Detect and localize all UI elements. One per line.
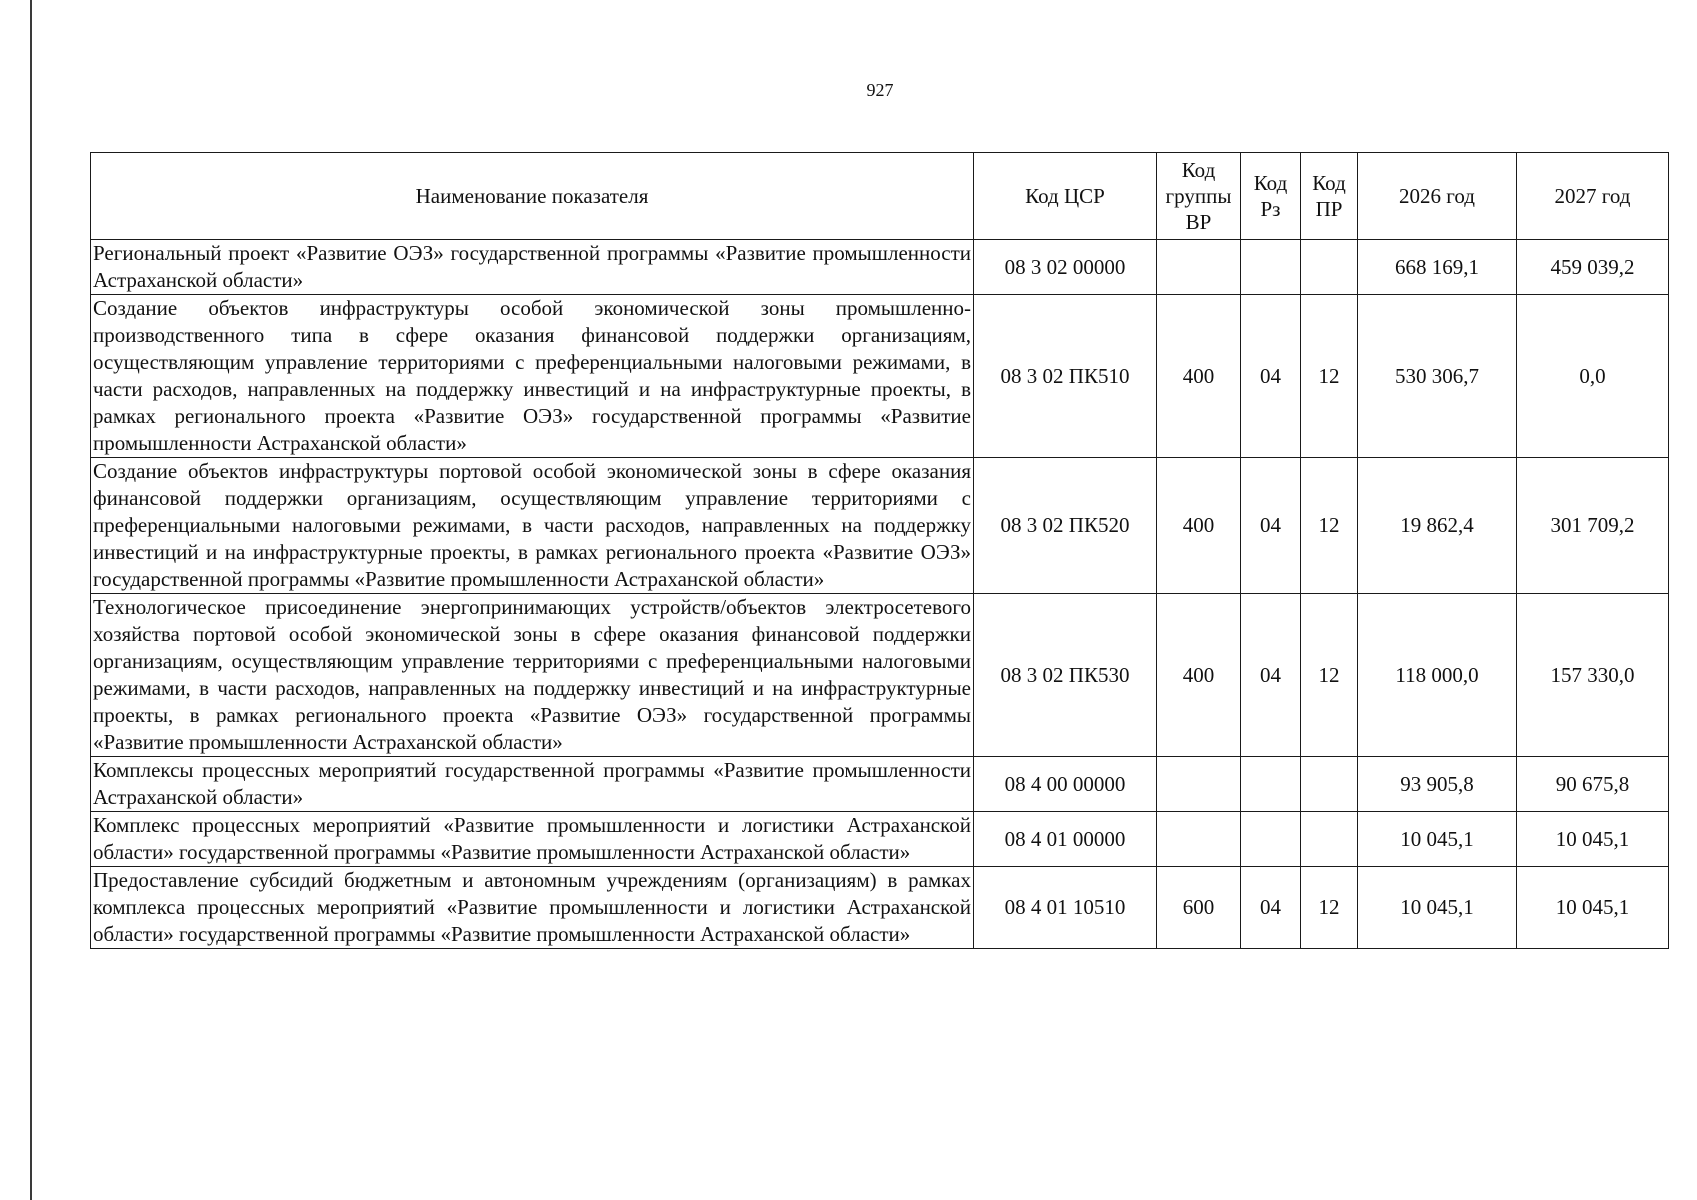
header-name: Наименование показателя <box>91 153 974 240</box>
row-name: Комплексы процессных мероприятий государственной программы «Развитие промышленности Астраханской области» <box>91 757 974 812</box>
header-year-2027: 2027 год <box>1517 153 1669 240</box>
row-year-2027: 90 675,8 <box>1517 757 1669 812</box>
row-year-2026: 668 169,1 <box>1358 240 1517 295</box>
row-rz <box>1241 757 1301 812</box>
row-vr <box>1157 812 1241 867</box>
header-vr: Код группы ВР <box>1157 153 1241 240</box>
row-year-2026: 19 862,4 <box>1358 458 1517 594</box>
page-number: 927 <box>866 80 894 100</box>
row-csr: 08 3 02 ПК530 <box>974 594 1157 757</box>
row-rz: 04 <box>1241 594 1301 757</box>
row-csr: 08 3 02 ПК510 <box>974 295 1157 458</box>
budget-table <box>90 152 1669 949</box>
table-row <box>91 240 1669 295</box>
row-vr: 400 <box>1157 594 1241 757</box>
row-year-2027: 10 045,1 <box>1517 867 1669 949</box>
row-pr: 12 <box>1301 867 1358 949</box>
table-row <box>91 812 1669 867</box>
row-csr: 08 4 01 00000 <box>974 812 1157 867</box>
row-rz: 04 <box>1241 458 1301 594</box>
table-header-row <box>91 153 1669 240</box>
row-rz <box>1241 240 1301 295</box>
row-rz: 04 <box>1241 867 1301 949</box>
row-pr: 12 <box>1301 458 1358 594</box>
row-year-2026: 10 045,1 <box>1358 812 1517 867</box>
header-pr: Код ПР <box>1301 153 1358 240</box>
row-csr: 08 4 00 00000 <box>974 757 1157 812</box>
table-row <box>91 458 1669 594</box>
row-name: Региональный проект «Развитие ОЭЗ» государственной программы «Развитие промышленности Астраханской области» <box>91 240 974 295</box>
row-pr: 12 <box>1301 594 1358 757</box>
row-csr: 08 4 01 10510 <box>974 867 1157 949</box>
row-rz: 04 <box>1241 295 1301 458</box>
row-csr: 08 3 02 00000 <box>974 240 1157 295</box>
row-name: Создание объектов инфраструктуры портовой особой экономической зоны в сфере оказания финансовой поддержки организациям, осуществляющим управление территориями с преференциальными налоговыми режимами, в части расходов, направленных на поддержку инвестиций и на инфраструктурные проекты, в рамках регионального проекта «Развитие ОЭЗ» государственной программы «Развитие промышленности Астраханской области» <box>91 458 974 594</box>
header-csr: Код ЦСР <box>974 153 1157 240</box>
row-name: Предоставление субсидий бюджетным и автономным учреждениям (организациям) в рамках комплекса процессных мероприятий «Развитие промышленности и логистики Астраханской области» государственной программы «Развитие промышленности Астраханской области» <box>91 867 974 949</box>
row-vr <box>1157 240 1241 295</box>
row-vr: 600 <box>1157 867 1241 949</box>
row-year-2026: 10 045,1 <box>1358 867 1517 949</box>
row-pr <box>1301 757 1358 812</box>
row-name: Создание объектов инфраструктуры особой экономической зоны промышленно-производственного типа в сфере оказания финансовой поддержки организациям, осуществляющим управление территориями с преференциальными налоговыми режимами, в части расходов, направленных на поддержку инвестиций и на инфраструктурные проекты, в рамках регионального проекта «Развитие ОЭЗ» государственной программы «Развитие промышленности Астраханской области» <box>91 295 974 458</box>
row-pr <box>1301 240 1358 295</box>
header-rz: Код Рз <box>1241 153 1301 240</box>
table-row <box>91 867 1669 949</box>
table-row <box>91 757 1669 812</box>
scan-edge-line <box>30 0 32 1200</box>
row-year-2027: 10 045,1 <box>1517 812 1669 867</box>
row-year-2027: 301 709,2 <box>1517 458 1669 594</box>
row-rz <box>1241 812 1301 867</box>
row-vr: 400 <box>1157 458 1241 594</box>
row-year-2027: 0,0 <box>1517 295 1669 458</box>
row-vr: 400 <box>1157 295 1241 458</box>
row-year-2026: 530 306,7 <box>1358 295 1517 458</box>
row-year-2027: 459 039,2 <box>1517 240 1669 295</box>
row-year-2026: 93 905,8 <box>1358 757 1517 812</box>
row-pr: 12 <box>1301 295 1358 458</box>
row-year-2027: 157 330,0 <box>1517 594 1669 757</box>
row-pr <box>1301 812 1358 867</box>
row-name: Комплекс процессных мероприятий «Развитие промышленности и логистики Астраханской области» государственной программы «Развитие промышленности Астраханской области» <box>91 812 974 867</box>
row-vr <box>1157 757 1241 812</box>
header-year-2026: 2026 год <box>1358 153 1517 240</box>
row-csr: 08 3 02 ПК520 <box>974 458 1157 594</box>
table-row <box>91 295 1669 458</box>
row-name: Технологическое присоединение энергопринимающих устройств/объектов электросетевого хозяйства портовой особой экономической зоны в сфере оказания финансовой поддержки организациям, осуществляющим управление территориями с преференциальными налоговыми режимами, в части расходов, направленных на поддержку инвестиций и на инфраструктурные проекты, в рамках регионального проекта «Развитие ОЭЗ» государственной программы «Развитие промышленности Астраханской области» <box>91 594 974 757</box>
table-row <box>91 594 1669 757</box>
row-year-2026: 118 000,0 <box>1358 594 1517 757</box>
